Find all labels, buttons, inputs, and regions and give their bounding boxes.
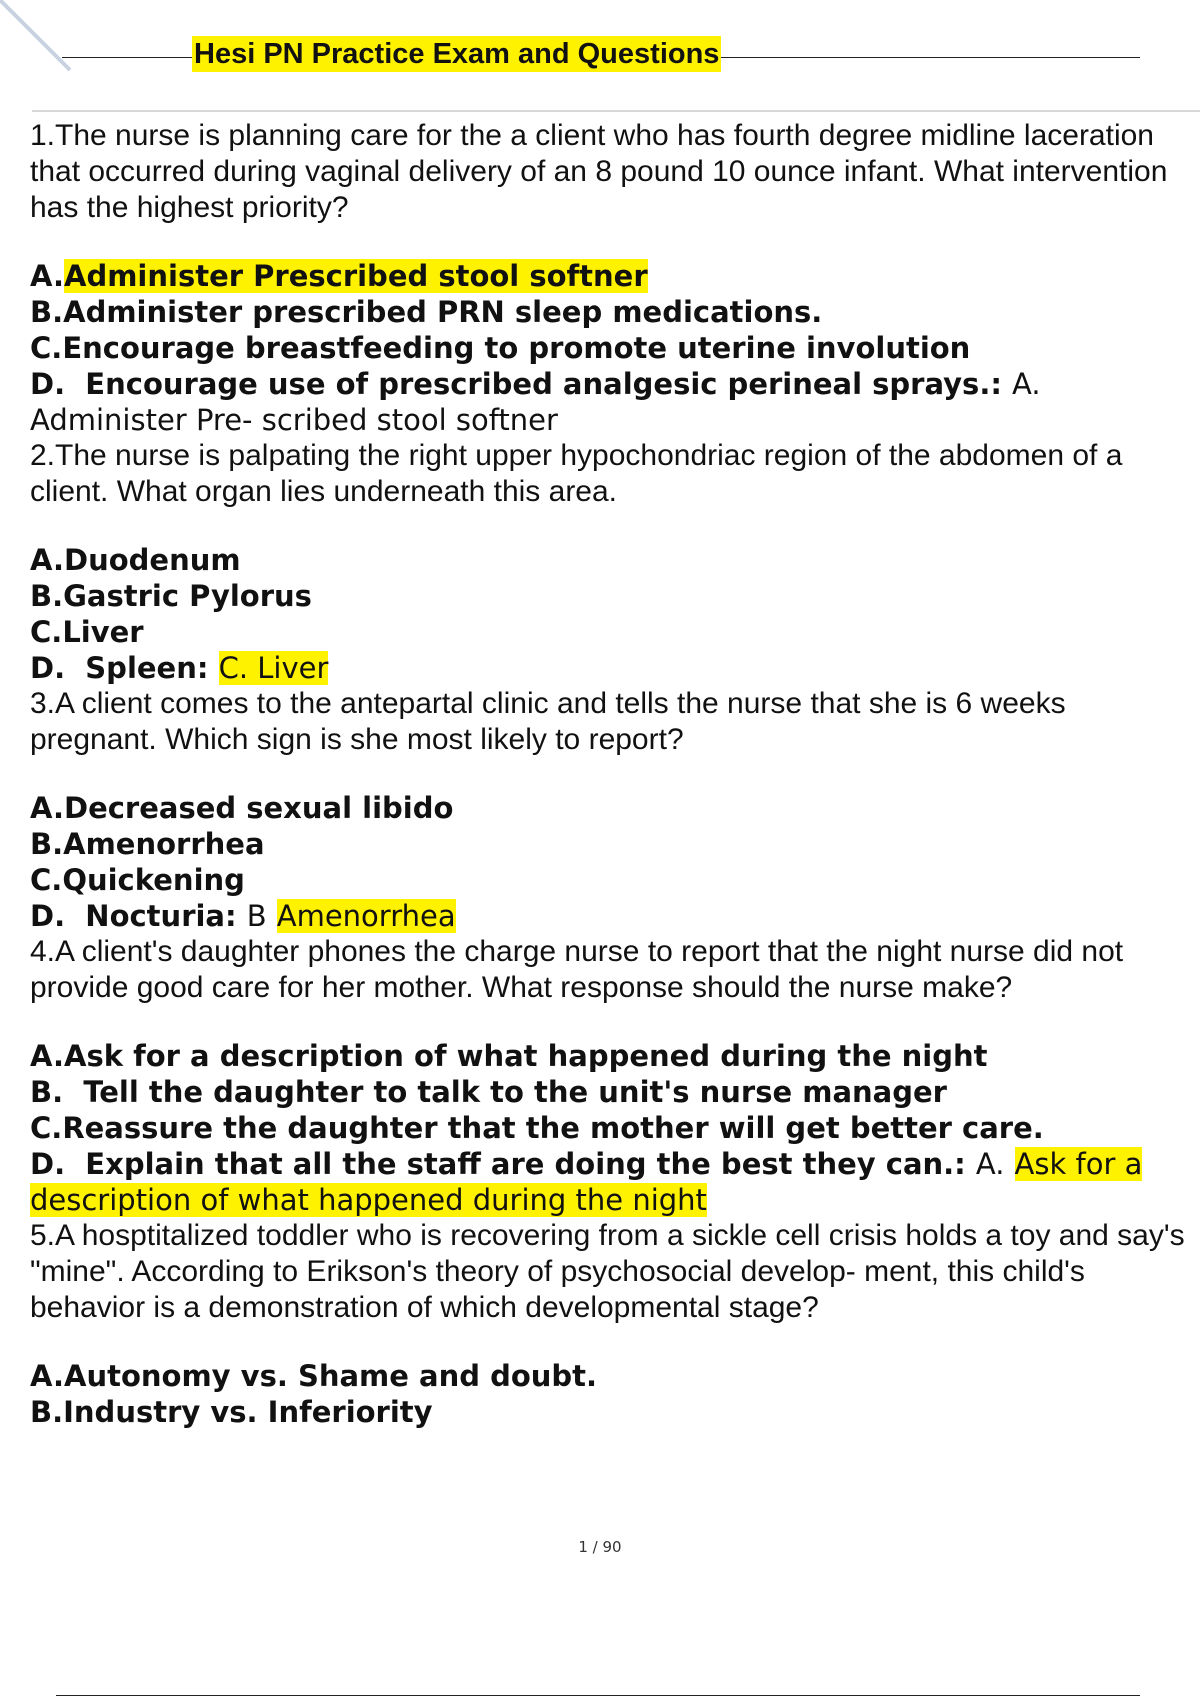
divider bbox=[32, 110, 1200, 112]
option-c: C.Reassure the daughter that the mother will get better care. bbox=[30, 1111, 1044, 1145]
question-text: 5.A hosptitalized toddler who is recovering from a sickle cell crisis holds a toy and say's "mine". According to Erikson's theory of psychosocial develop- ment, this child's behavior is a demonstration of which developmental stage? bbox=[30, 1219, 1185, 1324]
question-4 bbox=[30, 934, 1200, 1218]
answer: A. Administer Pre- scribed stool softner bbox=[30, 367, 1041, 437]
option-d: D. Explain that all the staff are doing the best they can.: A. Ask for a description of what happened during the night bbox=[30, 1147, 1143, 1217]
answer: Ask for a description of what happened during the night bbox=[30, 1147, 1143, 1217]
question-1 bbox=[30, 118, 1200, 438]
option-b: B.Industry vs. Inferiority bbox=[30, 1395, 433, 1429]
answer-prefix: B bbox=[246, 899, 267, 933]
option-c: C.Liver bbox=[30, 615, 144, 649]
page-title: Hesi PN Practice Exam and Questions bbox=[194, 38, 720, 70]
page-indicator: 1 / 90 bbox=[578, 1538, 622, 1556]
question-list bbox=[30, 118, 1200, 1430]
option-c: C.Quickening bbox=[30, 863, 245, 897]
footer-rule bbox=[56, 1695, 1140, 1696]
option-a: A.Autonomy vs. Shame and doubt. bbox=[30, 1359, 598, 1393]
question-text: 2.The nurse is palpating the right upper hypochondriac region of the abdomen of a client. What organ lies underneath this area. bbox=[30, 439, 1123, 508]
option-d: D. Spleen: C. Liver bbox=[30, 651, 329, 685]
option-c: C.Encourage breastfeeding to promote uterine involution bbox=[30, 331, 971, 365]
option-a: A.Administer Prescribed stool softner bbox=[30, 259, 648, 293]
option-d: D. Nocturia: B Amenorrhea bbox=[30, 899, 456, 933]
page-header bbox=[62, 34, 1140, 72]
option-a: A.Decreased sexual libido bbox=[30, 791, 454, 825]
answer-prefix: A. bbox=[975, 1147, 1005, 1181]
question-text: 3.A client comes to the antepartal clinic and tells the nurse that she is 6 weeks pregnant. Which sign is she most likely to report? bbox=[30, 687, 1066, 756]
option-b: B. Tell the daughter to talk to the unit's nurse manager bbox=[30, 1075, 947, 1109]
option-a: A.Ask for a description of what happened during the night bbox=[30, 1039, 988, 1073]
option-b: B.Gastric Pylorus bbox=[30, 579, 312, 613]
option-b: B.Administer prescribed PRN sleep medications. bbox=[30, 295, 823, 329]
question-text: 1.The nurse is planning care for the a client who has fourth degree midline laceration that occurred during vaginal delivery of an 8 pound 10 ounce infant. What intervention has the highest priority? bbox=[30, 119, 1168, 224]
header-rule-right bbox=[721, 56, 1140, 58]
question-text: 4.A client's daughter phones the charge nurse to report that the night nurse did not provide good care for her mother. What response should the nurse make? bbox=[30, 935, 1124, 1004]
question-3 bbox=[30, 686, 1200, 934]
option-b: B.Amenorrhea bbox=[30, 827, 265, 861]
answer: C. Liver bbox=[218, 651, 329, 685]
option-a: A.Duodenum bbox=[30, 543, 241, 577]
question-2 bbox=[30, 438, 1200, 686]
option-d: D. Encourage use of prescribed analgesic perineal sprays.: A. Administer Pre- scribed stool softner bbox=[30, 367, 1041, 437]
answer: Amenorrhea bbox=[276, 899, 456, 933]
question-5 bbox=[30, 1218, 1200, 1430]
header-rule-left bbox=[62, 56, 192, 58]
